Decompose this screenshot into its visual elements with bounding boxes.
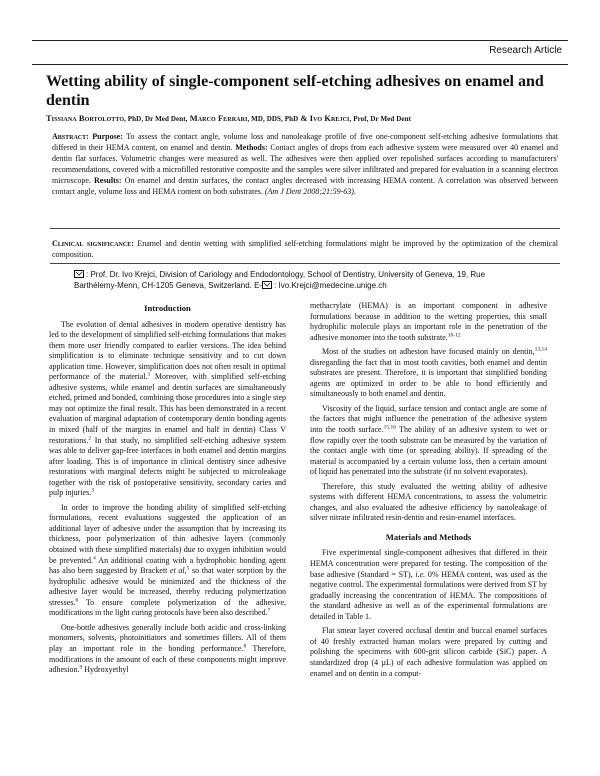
article-title: Wetting ability of single-component self-etching adhesives on enamel and dentin [46,73,544,109]
results-label: Results: [93,176,122,186]
author-degrees: , Prof, Dr Med Dent [349,115,412,123]
methods-label: Methods: [235,143,268,153]
author-name: Ivo Krejci [309,114,350,123]
paragraph: In order to improve the bonding ability of simplified self-etching formulations, recent evaluations suggested the application of an additional layer of adhesive under the assumption that by increasing its thickness, poor polymerization of thin adhesive layers (commonly obtained with these simplified materials) due to oxygen inhibition would be prevented.$^4$ An additional coating with a hydrophobic bonding agent has also been suggested by Brackett et al,$^5$ so that water sorption by the hydrophilic adhesive would be minimized and the thickness of the adhesive layer would be increased, thereby reducing polymerization stresses.$^6$ To ensure complete polymerization of the adhesive, modifications in the light curing protocols have been also described.$^7$ [49,502,286,618]
introduction-heading: Introduction [144,303,191,313]
abstract-rule [50,228,560,229]
author-name: Marco Ferrari [189,114,248,123]
abstract-label: Abstract: [52,132,89,141]
paragraph: Most of the studies on adhesion have focused mainly on dentin,$^{13,14}$ disregarding the fact that in most tooth cavities, both enamel and dentin substrates are present. Therefore, it is important that simplified bonding agents are optimized in order to be able to bond efficiently and simultaneously to both enamel and dentin. [310,346,547,399]
purpose-label: Purpose: [92,132,123,141]
methods-heading: Materials and Methods [385,531,472,542]
abstract-citation: (Am J Dent 2008;21:59-63). [264,187,356,197]
envelope-icon [262,281,272,289]
correspondence: : Prof. Dr. Ivo Krejci, Division of Cariology and Endodontology, School of Dentistry, University of Geneva, 19, Rue Barthélemy-Menn, CH-1205 Geneva, Switzerland. E- : Ivo.Krejci@medecine.unige.ch [74,270,486,290]
abstract [52,131,558,198]
author-degrees: , MD, DDS, PhD [247,115,299,123]
author-ampersand: & [300,114,308,123]
right-column [310,301,547,679]
results-text: On enamel and dentin surfaces, the contact angles decreased with increasing HEMA content. A correlation was observed between contact angle, volume loss and HEMA content on both substrates. [52,176,559,197]
clinical-rule [50,263,560,264]
contact-line-1: Prof. Dr. Ivo Krejci, Division of Cariology and Endodontology, School of Dentistry, University of Geneva, 19, Rue [90,270,486,279]
author-degrees: , PhD, Dr Med Dent, [124,115,188,123]
paragraph: Five experimental single-component adhesives that differed in their HEMA concentration were prepared for testing. The composition of the base adhesive (Standard = ST), i.e. 0% HEMA content, was used as the negative control. The experimental formulations were derived from ST by gradually increasing the concentration of HEMA. The compositions of the standard adhesive as well as of the experimental formulations are detailed in Table 1. [310,548,547,621]
section-label: Research Article [489,45,562,56]
paragraph: The evolution of dental adhesives in modern operative dentistry has led to the development of simplified self-etching formulations that makes them more user friendly compared to earlier versions. The idea behind simplification is to eliminate technique sensitivity and to cut down application time. However, simplification does not often result in optimal performance of the material.$^1$ Moreover, with simplified self-etching adhesive systems, while enamel and dentin surfaces are simultaneously etched, primed and bonded, combining those procedures into a single step may not optimize the final result. This has been demonstrated in a recent evaluation of marginal adaptation of contemporary dentin bonding agents in mixed (half of the margins in enamel and half in dentin) Class V restorations.$^2$ In that study, no simplified self-etching adhesive system was able to deliver gap-free interfaces in both enamel and dentin margins after loading. This is of importance in clinical dentistry since adhesive restorations with marginal defects might be subjected to microleakage together with the risk of postoperative sensitivity, secondary caries and pulp injuries.$^3$ [49,319,286,498]
author-line [46,114,566,123]
header-rule [32,64,568,65]
paragraph: One-bottle adhesives generally include both acidic and cross-linking monomers, solvents, photoinitiators and sometimes fillers. All of them play an important role in the bonding performance.$^8$ Therefore, modifications in the amount of each of these components might improve adhesion.$^9$ Hydroxyethyl [49,622,286,675]
paragraph: Flat smear layer covered occlusal dentin and buccal enamel surfaces of 40 freshly extracted human molars were prepared by cutting and polishing the specimens with 600-grit silicon carbide (SiC) paper. A standardized drop (4 µL) of each adhesive formulation was applied on enamel and on dentin in a comput- [310,626,547,678]
author-name: Tissiana Bortolotto [46,114,125,123]
methods-text: Contact angles of drops from each adhesive system were measured over 40 enamel and dentin flat surfaces. Volumetric changes were measured as well. The adhesives were then applied over repolished surfaces according to manufacturers' recommendations, covered with a microfilled restorative composite and the samples were silver infiltrated and prepared for evaluation in a scanning electron microscope. [52,143,559,186]
paragraph: Viscosity of the liquid, surface tension and contact angle are some of the factors that might influence the penetration of the adhesive system into the tooth surface.$^{15,16}$ The ability of an adhesive system to wet or flow rapidly over the tooth substrate can be measured by the variation of the contact angle with time (or spreading ability). If spreading of the material is accompanied by a certain volume loss, then a certain amount of liquid has penetrated into the substrate (if no solvent evaporates). [310,403,547,477]
purpose-text: To assess the contact angle, volume loss and nanoleakage profile of five one-component self-etching adhesive formulations that differed in their HEMA content, on enamel and dentin. [52,132,559,153]
top-rule [32,40,568,41]
clinical-significance [52,238,558,260]
clinical-text: Enamel and dentin wetting with simplified self-etching formulations might be improved by the optimization of the chemical composition. [52,239,558,260]
paragraph: Therefore, this study evaluated the wetting ability of adhesive systems with different HEMA concentrations, to assess the volumetric changes, and also evaluated the adhesive efficiency by nanoleakage of silver nitrate infiltrated resin-dentin and resin-enamel interfaces. [310,481,547,523]
clinical-label: Clinical significance: [52,239,134,248]
left-column [49,301,286,676]
envelope-icon [74,270,84,278]
paragraph: methacrylate (HEMA) is an important component in adhesive formulations because in addition to the wetting properties, this small hydrophilic molecule plays an important role in the penetration of the adhesive monomer into the tooth substrate.$^{10-12}$ [310,301,547,342]
contact-email[interactable]: Ivo.Krejci@medecine.unige.ch [278,281,387,290]
contact-line-2: Barthélemy-Menn, CH-1205 Geneva, Switzerland. E- [74,281,263,290]
